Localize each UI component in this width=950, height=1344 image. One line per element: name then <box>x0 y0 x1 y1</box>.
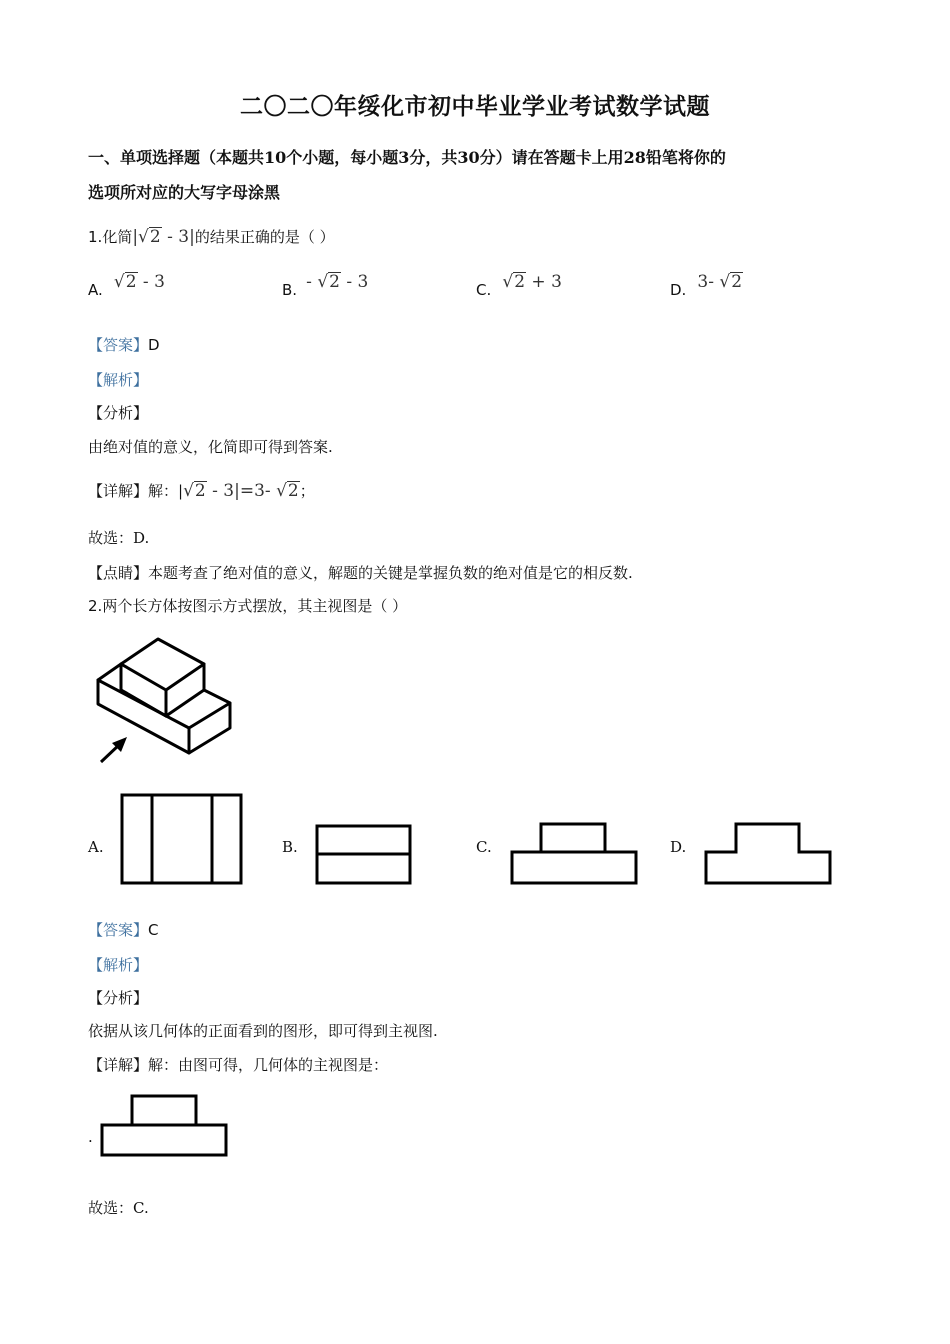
q2-analysis-tag: 【解析】 <box>88 956 149 974</box>
question-number: 1. <box>88 228 103 246</box>
option-b-expression: - √2 - 3 <box>306 272 369 292</box>
question-prefix: 化简 <box>102 228 133 246</box>
detail-prefix: 解：| <box>148 482 184 500</box>
expression-tail: - 3 <box>167 227 190 247</box>
detail-text: 解：由图可得，几何体的主视图是： <box>148 1056 389 1074</box>
answer-tag: 【答案】 <box>88 336 149 354</box>
q2-option-d-label[interactable]: D. <box>670 838 687 856</box>
choose-line: 故选：D. <box>88 529 150 547</box>
q2-fenxi-text: 依据从该几何体的正面看到的图形，即可得到主视图. <box>88 1022 438 1040</box>
q2-fenxi-tag: 【分析】 <box>88 989 149 1007</box>
detail-expression: √2 - 3|=3- √2 <box>183 481 299 501</box>
option-label: C. <box>476 281 492 299</box>
section-heading-line2: 选项所对应的大写字母涂黑 <box>88 183 281 202</box>
option-c-expression: √2 + 3 <box>502 272 562 292</box>
question-text: 两个长方体按图示方式摆放，其主视图是（ ） <box>102 597 408 615</box>
dianjing-tag: 【点睛】 <box>88 564 149 582</box>
fenxi-tag: 【分析】 <box>88 404 149 422</box>
q2-option-a-label[interactable]: A. <box>88 838 104 856</box>
section-heading-line1: 一、单项选择题（本题共10个小题，每小题3分，共30分）请在答题卡上用28铅笔将你的 <box>88 148 726 167</box>
abs-expression: |√2 - 3| <box>132 227 195 247</box>
radicand: 2 <box>149 227 161 247</box>
analysis-tag: 【解析】 <box>88 371 149 389</box>
option-a-expression: √2 - 3 <box>113 272 165 292</box>
q2-option-c-label[interactable]: C. <box>476 838 492 856</box>
option-label: B. <box>282 281 298 299</box>
detail-tag: 【详解】 <box>88 482 149 500</box>
q2-choose-line: 故选：C. <box>88 1199 149 1217</box>
option-label: D. <box>670 281 687 299</box>
answer-value: D <box>148 336 160 354</box>
detail-tag: 【详解】 <box>88 1056 149 1074</box>
q2-option-b-label[interactable]: B. <box>282 838 298 856</box>
dianjing-text: 本题考查了绝对值的意义，解题的关键是掌握负数的绝对值是它的相反数. <box>148 564 633 582</box>
question-suffix: 的结果正确的是（ ） <box>194 228 335 246</box>
option-d-expression: 3- √2 <box>697 272 743 292</box>
option-label: A. <box>88 281 103 299</box>
answer-value: C <box>148 921 159 939</box>
answer-figure-dot: . <box>88 1128 93 1146</box>
page-title: 二〇二〇年绥化市初中毕业学业考试数学试题 <box>240 93 710 120</box>
fenxi-text: 由绝对值的意义，化简即可得到答案. <box>88 438 333 456</box>
question-number: 2. <box>88 597 103 615</box>
answer-tag: 【答案】 <box>88 921 149 939</box>
detail-suffix: ； <box>299 482 315 500</box>
